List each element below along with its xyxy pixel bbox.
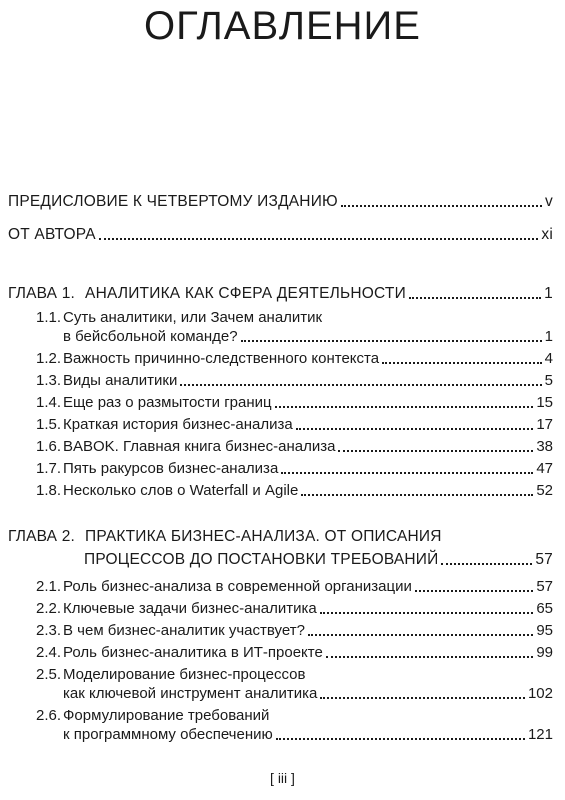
leader-dots: [275, 405, 534, 408]
toc-section-1-3[interactable]: [36, 372, 553, 390]
section-title: Важность причинно-следственного контекста: [63, 350, 380, 367]
section-number: 1.5.: [36, 416, 62, 433]
toc-section-2-3[interactable]: [36, 622, 553, 640]
toc-chapter-2[interactable]: [84, 551, 553, 569]
toc-chapter-2-first-line[interactable]: [8, 528, 442, 546]
leader-dots: [276, 737, 525, 740]
toc-page-number: xi: [541, 226, 553, 243]
toc-section-2-5[interactable]: [36, 685, 553, 703]
toc-section-1-1-first-line[interactable]: [36, 309, 322, 327]
leader-dots: [296, 427, 534, 430]
toc-page-number: 17: [536, 416, 553, 433]
toc-page-number: 95: [536, 622, 553, 639]
leader-dots: [382, 361, 542, 364]
section-number: 2.6.: [36, 707, 62, 724]
toc-page-number: 4: [544, 350, 553, 367]
toc-page-number: 121: [527, 726, 553, 743]
section-title: Виды аналитики: [63, 372, 178, 389]
chapter-title: АНАЛИТИКА КАК СФЕРА ДЕЯТЕЛЬНОСТИ: [85, 285, 406, 302]
toc-page-number: v: [545, 193, 553, 210]
section-title-line1: Моделирование бизнес-процессов: [63, 666, 306, 683]
chapter-label: ГЛАВА 2.: [8, 528, 76, 545]
section-title: Краткая история бизнес-анализа: [63, 416, 293, 433]
toc-page-number: 102: [527, 685, 553, 702]
toc-page-number: 99: [536, 644, 553, 661]
toc-entry-author[interactable]: [8, 226, 553, 244]
chapter-title: ПРОЦЕССОВ ДО ПОСТАНОВКИ ТРЕБОВАНИЙ: [84, 551, 439, 568]
section-number: 1.7.: [36, 460, 62, 477]
section-number: 1.1.: [36, 309, 62, 326]
leader-dots: [99, 237, 539, 240]
page-number-footer: [ iii ]: [270, 770, 295, 786]
section-title: Ключевые задачи бизнес-аналитика: [63, 600, 317, 617]
leader-dots: [415, 589, 533, 592]
page-title: ОГЛАВЛЕНИЕ: [144, 4, 421, 48]
chapter-label: ГЛАВА 1.: [8, 285, 76, 302]
chapter-title-line1: ПРАКТИКА БИЗНЕС-АНАЛИЗА. ОТ ОПИСАНИЯ: [85, 528, 442, 545]
toc-page-number: 52: [536, 482, 553, 499]
toc-section-1-4[interactable]: [36, 394, 553, 412]
section-title-line1: Формулирование требований: [63, 707, 270, 724]
section-number: 1.6.: [36, 438, 62, 455]
toc-section-2-6[interactable]: [36, 726, 553, 744]
section-title: Несколько слов о Waterfall и Agile: [63, 482, 299, 499]
section-title: Пять ракурсов бизнес-анализа: [63, 460, 279, 477]
toc-page-number: 38: [536, 438, 553, 455]
section-number: 2.2.: [36, 600, 62, 617]
toc-section-1-6[interactable]: [36, 438, 553, 456]
section-number: 2.5.: [36, 666, 62, 683]
leader-dots: [326, 655, 534, 658]
toc-section-2-2[interactable]: [36, 600, 553, 618]
section-number: 1.2.: [36, 350, 62, 367]
toc-entry-title: ПРЕДИСЛОВИЕ К ЧЕТВЕРТОМУ ИЗДАНИЮ: [8, 193, 338, 210]
leader-dots: [308, 633, 533, 636]
section-title: как ключевой инструмент аналитика: [63, 685, 318, 702]
section-number: 1.3.: [36, 372, 62, 389]
section-number: 2.4.: [36, 644, 62, 661]
section-title: к программному обеспечению: [63, 726, 273, 743]
toc-page-number: 5: [544, 372, 553, 389]
leader-dots: [320, 611, 534, 614]
toc-page-number: 57: [535, 551, 553, 568]
leader-dots: [180, 383, 541, 386]
section-number: 1.4.: [36, 394, 62, 411]
toc-section-2-1[interactable]: [36, 578, 553, 596]
section-title: Еще раз о размытости границ: [63, 394, 272, 411]
toc-page-number: 65: [536, 600, 553, 617]
leader-dots: [338, 449, 533, 452]
toc-section-1-7[interactable]: [36, 460, 553, 478]
toc-page-number: 57: [536, 578, 553, 595]
section-number: 2.3.: [36, 622, 62, 639]
leader-dots: [320, 696, 525, 699]
toc-page-number: 47: [536, 460, 553, 477]
toc-page-number: 1: [544, 285, 553, 302]
toc-section-2-4[interactable]: [36, 644, 553, 662]
section-title: в бейсбольной команде?: [63, 328, 238, 345]
leader-dots: [281, 471, 533, 474]
leader-dots: [301, 493, 533, 496]
toc-entry-preface[interactable]: [8, 193, 553, 211]
section-title: В чем бизнес-аналитик участвует?: [63, 622, 305, 639]
toc-section-2-5-first-line[interactable]: [36, 666, 305, 684]
toc-page-number: 1: [544, 328, 553, 345]
toc-section-1-1[interactable]: [36, 328, 553, 346]
toc-section-1-2[interactable]: [36, 350, 553, 368]
section-title: Роль бизнес-анализа в современной организации: [63, 578, 412, 595]
toc-section-2-6-first-line[interactable]: [36, 707, 269, 725]
section-title-line1: Суть аналитики, или Зачем аналитик: [63, 309, 323, 326]
toc-section-1-8[interactable]: [36, 482, 553, 500]
leader-dots: [441, 562, 532, 565]
section-number: 1.8.: [36, 482, 62, 499]
section-number: 2.1.: [36, 578, 62, 595]
leader-dots: [241, 339, 542, 342]
toc-section-1-5[interactable]: [36, 416, 553, 434]
toc-entry-title: ОТ АВТОРА: [8, 226, 96, 243]
leader-dots: [409, 296, 541, 299]
toc-chapter-1[interactable]: [8, 285, 553, 303]
toc-page-number: 15: [536, 394, 553, 411]
leader-dots: [341, 204, 542, 207]
section-title: Роль бизнес-аналитика в ИТ-проекте: [63, 644, 323, 661]
section-title: BABOK. Главная книга бизнес-анализа: [63, 438, 336, 455]
